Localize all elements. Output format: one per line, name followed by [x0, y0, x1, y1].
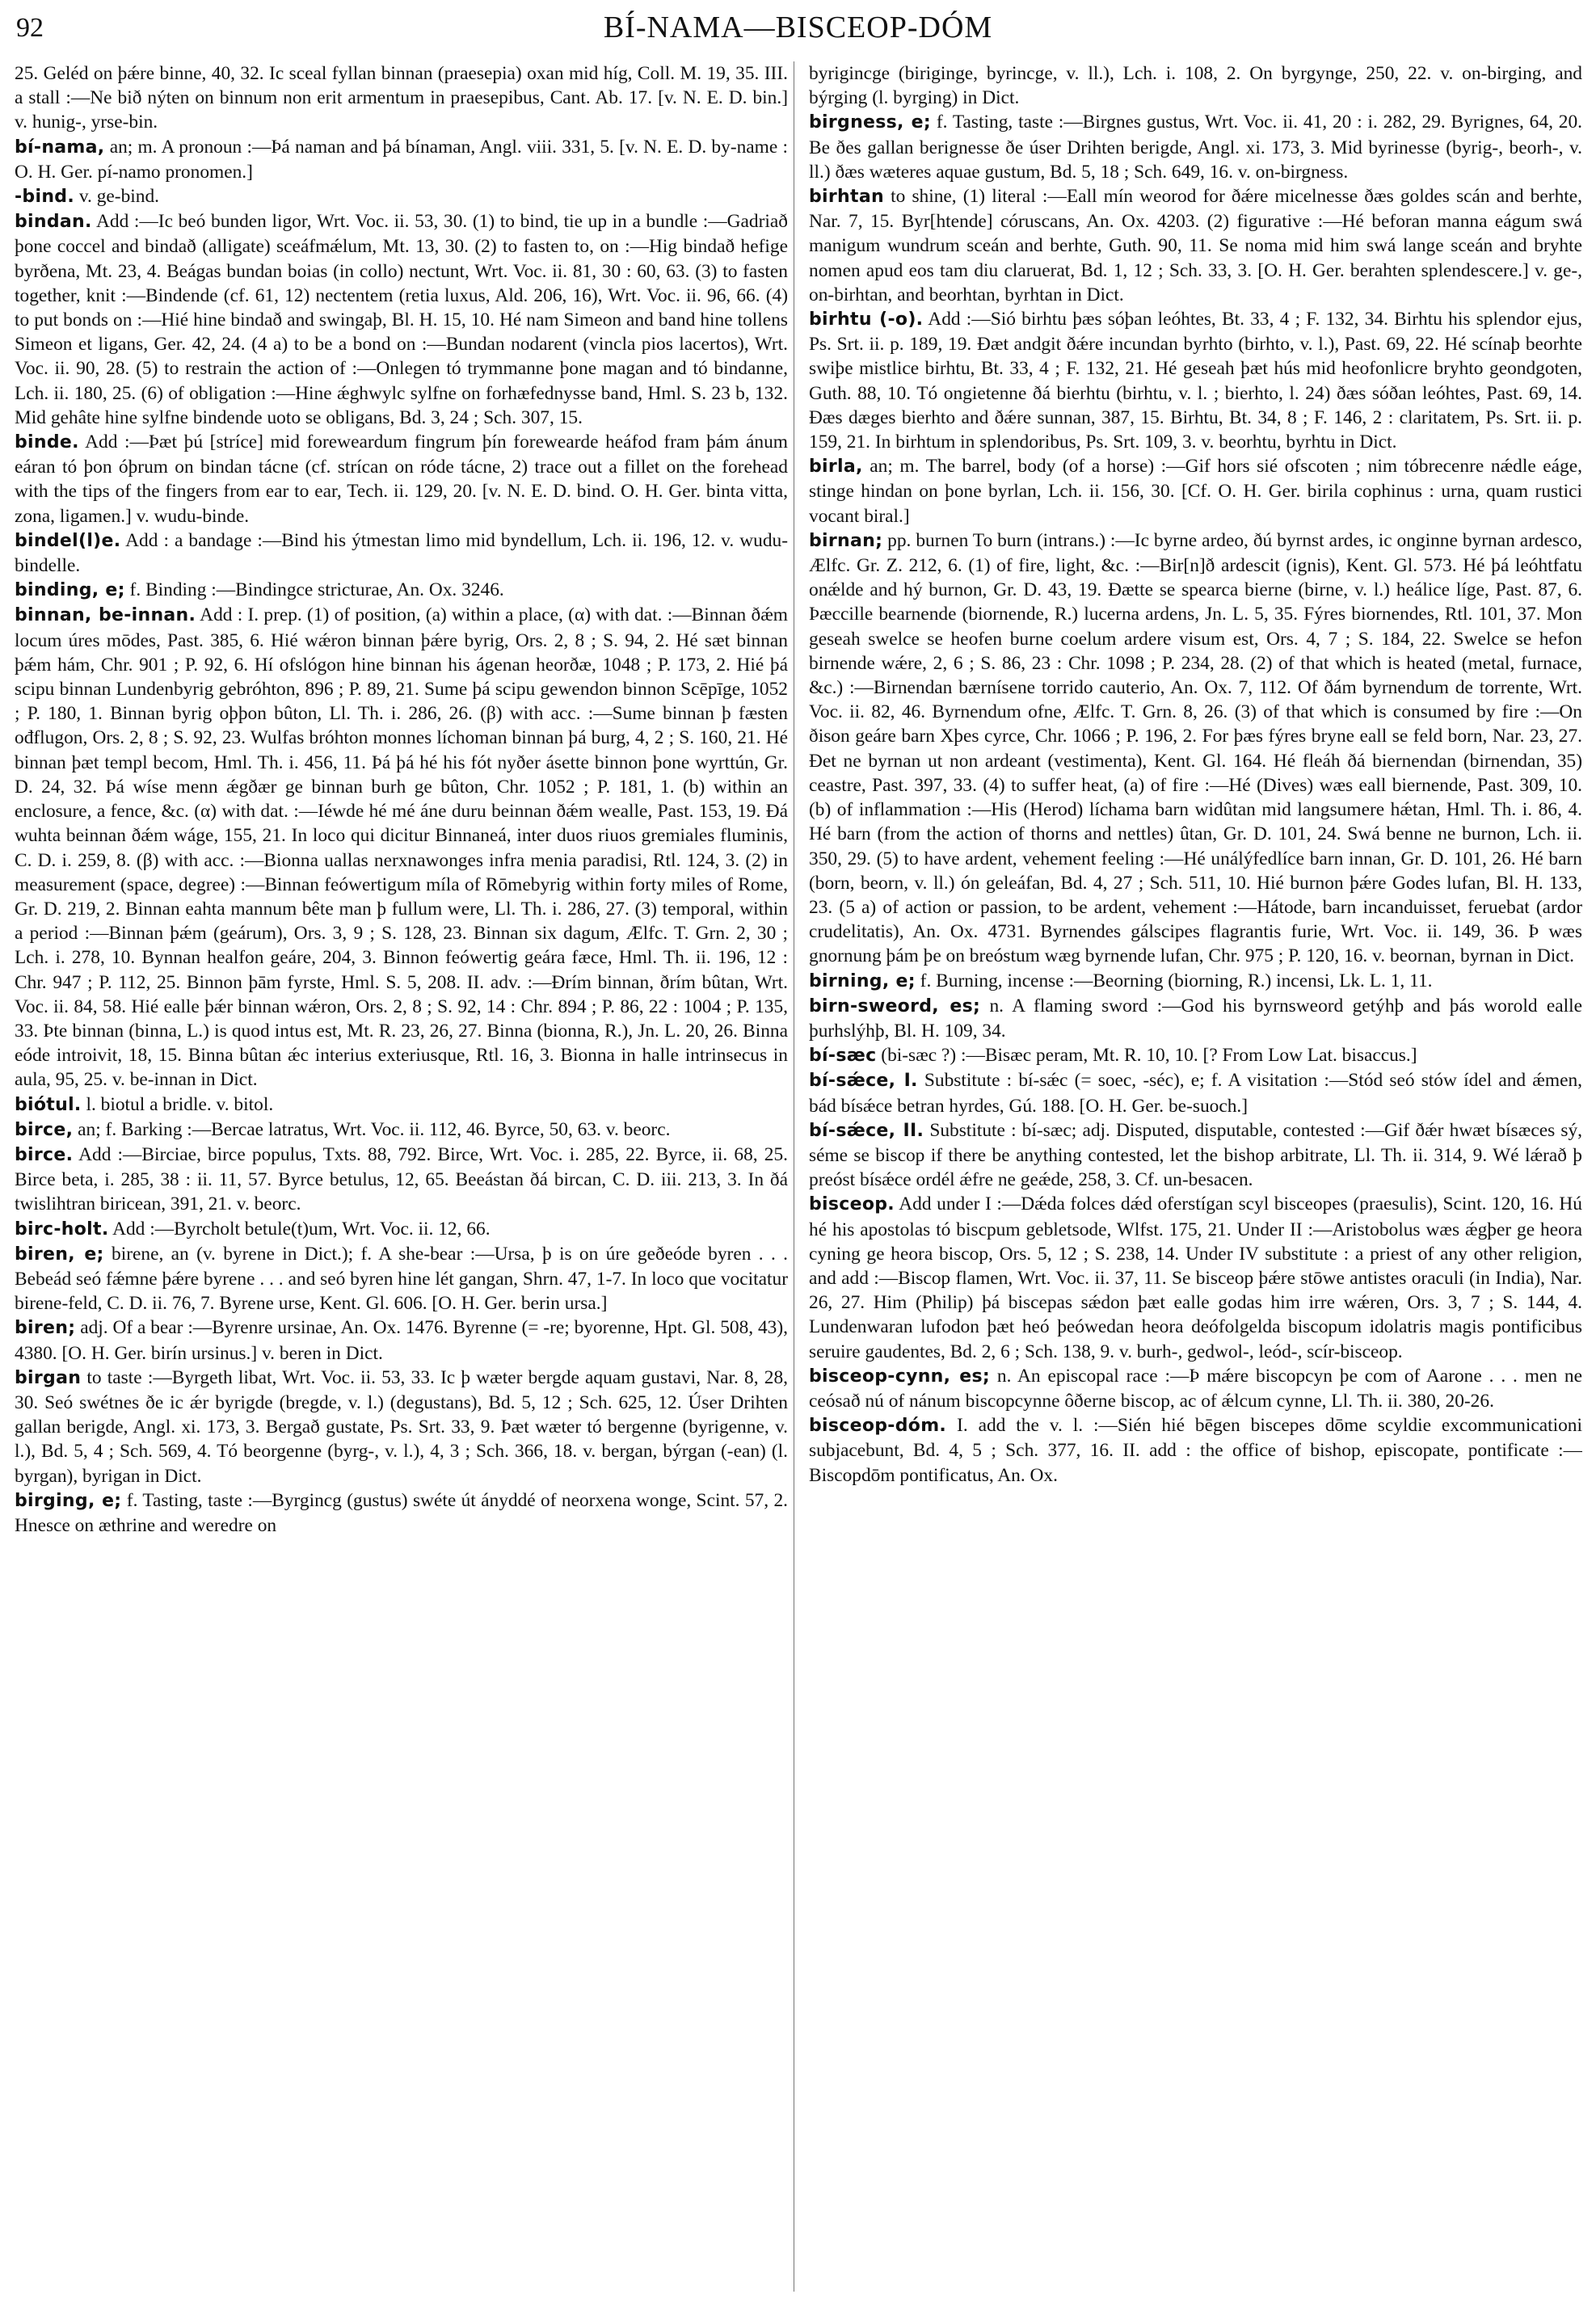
- entry-headword: biótul.: [15, 1094, 82, 1115]
- entry-text: Add under I :—Dǽda folces dǽd oferstígan scyl bisceopes (praesulis), Scint. 120, 16. Hú hé his apostolas tó biscpum gebletsode, Wlfst. 175, 21. Under II :—Aristobolus wæs ǽgþer ge heora cyning ge heora biscop, Ors. 5, 12 ; S. 238, 14. Under IV substitute : a priest of any other religion, and add :—Biscop flamen, Wrt. Voc. ii. 37, 11. Se bisceop þǽre stōwe antistes oraculi (in India), Nar. 26, 27. Him (Philip) þá biscepas sǽdon þæt ealle godas him irre wǽren, Ors. 3, 7 ; S. 144, 4. Lundenwaran lufodon þæt heó þeówedan heora deófolgelda biscopum idolatris magis pontificibus seruire gaudentes, Bd. 2, 6 ; Sch. 138, 9. v. burh-, gedwol-, leód-, scír-bisceop.: [809, 1193, 1582, 1362]
- entry-headword: birhtan: [809, 187, 884, 208]
- dictionary-entry: [809, 528, 1582, 969]
- page-header: [0, 0, 1596, 57]
- dictionary-entry: [15, 1242, 788, 1316]
- entry-headword: bisceop.: [809, 1194, 895, 1215]
- entry-text: n. An episcopal race :—Þ mǽre biscopcyn þe com of Aarone . . . men ne ceósað nú of nánum biscopcynne ôðerne biscop, ac of ǽlcum cynne, Ll. Th. ii. 380, 20-26.: [809, 1365, 1582, 1412]
- dictionary-entry: [809, 969, 1582, 994]
- dictionary-entry: [809, 1192, 1582, 1363]
- entry-headword: birc-holt.: [15, 1219, 109, 1240]
- dictionary-entry: [809, 184, 1582, 307]
- entry-headword: bí-sǽce, II.: [809, 1120, 924, 1141]
- entry-text: Add :—Byrcholt betule(t)um, Wrt. Voc. ii. 12, 66.: [112, 1218, 491, 1240]
- left-column: [15, 61, 788, 2300]
- entry-text: Add :—Birciae, birce populus, Txts. 88, 792. Birce, Wrt. Voc. i. 285, 22. Byrce, ii. 68, 25. Birce beta, i. 285, 38 : ii. 11, 57. Byrce betulus, 12, 65. Beeástan ðá bircan, C. D. iii. 213, 3. In ðá twislihtran biricean, 391, 21. v. beorc.: [15, 1143, 788, 1215]
- dictionary-entry: [15, 1217, 788, 1242]
- dictionary-entry: [15, 578, 788, 603]
- dictionary-entry: [809, 994, 1582, 1043]
- dictionary-entry: [809, 1043, 1582, 1068]
- entry-headword: birla,: [809, 457, 863, 478]
- entry-text: v. ge-bind.: [78, 186, 160, 208]
- entry-headword: bí-nama,: [15, 137, 105, 158]
- entry-text: birene, an (v. byrene in Dict.); f. A she-bear :—Ursa, þ is on úre geðeóde byren . . . Bebeád seó fǽmne þǽre byrene . . . and seó byren hine lét gangan, Shrn. 47, 1-7. In loco que vocitatur birene-feld, C. D. ii. 76, 7. Byrene urse, Kent. Gl. 606. [O. H. Ger. berin ursa.]: [15, 1243, 788, 1315]
- entry-text: an; m. The barrel, body (of a horse) :—Gif hors sié ofscoten ; nim tóbrecenre nǽdle eáge, stinge hindan on þone byrlan, Lch. ii. 156, 30. [Cf. O. H. Ger. birila cophinus : urna, quam rustici vocant biral.]: [809, 456, 1582, 527]
- entry-headword: birning, e;: [809, 970, 916, 991]
- dictionary-entry: [15, 61, 788, 135]
- dictionary-entry: [15, 1092, 788, 1118]
- dictionary-entry: [809, 1068, 1582, 1118]
- entry-headword: birnan;: [809, 530, 883, 551]
- entry-text: l. biotul a bridle. v. bitol.: [86, 1093, 274, 1115]
- entry-headword: bindan.: [15, 212, 92, 233]
- entry-headword: birn-sweord, es;: [809, 996, 981, 1017]
- dictionary-entry: [15, 603, 788, 1092]
- entry-text: f. Tasting, taste :—Birgnes gustus, Wrt. Voc. ii. 41, 20 : i. 282, 29. Byrignes, 64, 20. Be ðes gallan berignesse ðe úser Drihten berigde, Angl. xi. 173, 3. Mid byrinesse (byrig-, beorh-, v. ll.) ðæs wæteres aquae gustum, Bd. 5, 18 ; Sch. 649, 16. v. on-birgness.: [809, 112, 1582, 183]
- page-number: 92: [16, 13, 44, 43]
- entry-text: Substitute : bí-sæc; adj. Disputed, disputable, contested :—Gif ðǽr hwæt bísæces sý, séme se biscop if there be anything contested, let the bishop arbitrate, Ll. Th. ii. 314, 9. Wé lǽrað þ preóst bísǽce ordél ǽfre ne geǽde, 258, 3. Cf. un-besacen.: [809, 1119, 1582, 1191]
- entry-text: an; m. A pronoun :—Þá naman and þá bínaman, Angl. viii. 331, 5. [v. N. E. D. by-name : O. H. Ger. pí-namo pronomen.]: [15, 136, 788, 183]
- right-column: [809, 61, 1582, 2300]
- dictionary-entry: [15, 135, 788, 184]
- entry-text: f. Burning, incense :—Beorning (biorning, R.) incensi, Lk. L. 1, 11.: [920, 970, 1433, 991]
- entry-text: n. A flaming sword :—God his byrnsweord getýhþ and þás worold ealle þurhslýhþ, Bl. H. 109, 34.: [809, 995, 1582, 1042]
- entry-text: Add :—Sió birhtu þæs sóþan leóhtes, Bt. 33, 4 ; F. 132, 34. Birhtu his splendor ejus, Ps. Srt. ii. p. 189, 19. Ðæt andgit ðǽre incundan byrhto (birhto, v. l.), Past. 69, 22. Hé scínaþ beorhte swiþe mistlice birhtu, Bt. 33, 4 ; F. 132, 21. Hé geseah þæt hús mid heofonlicre bryhto geondgoten, Guth. 88, 10. Tó ongietenne ðá bierhtu (birhtu, v. l. ; bierhto, l. 24) ðæs sóðan leóhtes, Past. 69, 14. Ðæs dæges bierhto and ðǽre sunnan, 387, 15. Birhtu, Bt. 34, 8 ; F. 146, 2 : claritatem, Ps. Srt. ii. p. 159, 21. In birhtum in splendoribus, Ps. Srt. 109, 3. v. beorhtu, byrhtu in Dict.: [809, 309, 1582, 453]
- dictionary-entry: [809, 1364, 1582, 1413]
- entry-text: to taste :—Byrgeth libat, Wrt. Voc. ii. 53, 33. Ic þ wæter bergde aquam gustavi, Nar. 8, 28, 30. Seó swétnes ðe ic ǽr byrigde (bregde, v. l.) (degustans), Bd. 5, 12 ; Sch. 625, 12. Úser Drihten gallan berigde, Angl. xi. 173, 3. Bergað gustate, Ps. Srt. 33, 9. Þæt wæter tó bergenne (byrigenne, v. l.), Bd. 5, 4 ; Sch. 569, 4. Tó beorgenne (byrg-, v. l.), 4, 3 ; Sch. 366, 18. v. bergan, býrgan (-ean) (l. byrgan), byrigan in Dict.: [15, 1366, 788, 1487]
- dictionary-entry: [809, 61, 1582, 110]
- dictionary-entry: [809, 110, 1582, 184]
- dictionary-entry: [15, 1143, 788, 1217]
- entry-headword: birhtu (-o).: [809, 309, 924, 330]
- entry-headword: birging, e;: [15, 1490, 122, 1511]
- entry-text: f. Tasting, taste :—Byrgincg (gustus) swéte út ányddé of neorxena wonge, Scint. 57, 2. Hnesce on æthrine and weredre on: [15, 1489, 788, 1536]
- dictionary-entry: [15, 184, 788, 209]
- entry-text: Substitute : bí-sǽc (= soec, -séc), e; f. A visitation :—Stód seó stów ídel and ǽmen, bád bísǽce betran hyrdes, Gú. 188. [O. H. Ger. be-suoch.]: [809, 1070, 1582, 1117]
- entry-headword: birce.: [15, 1144, 74, 1165]
- entry-text: Add : I. prep. (1) of position, (a) within a place, (α) with dat. :—Binnan ðǽm locum úres mōdes, Past. 385, 6. Hié wǽron binnan þǽre byrig, Ors. 2, 8 ; S. 94, 2. Hé sæt binnan þǽm hám, Chr. 901 ; P. 92, 6. Hí ofslógon hine binnan his ágenan heorðæ, 1048 ; P. 173, 2. Hié þá scipu binnan Lundenbyrig gebróhton, 896 ; P. 89, 21. Sume þá scipu gewendon binnon Scēpīge, 1052 ; P. 180, 1. Binnan byrig oþþon bûton, Ll. Th. i. 286, 26. (β) with acc. :—Sume binnan þ fæsten ođflugon, Ors. 2, 8 ; S. 92, 23. Wulfas bróhton monnes líchoman binnan þá burg, 4, 2 ; S. 160, 21. Hé binnan þæt templ becom, Hml. Th. i. 456, 11. Þá þá hé his fót nyðer ásette binnon þone wyrttún, Gr. D. 24, 32. Þá wíse menn ǽgðær ge binnan burh ge bûton, Chr. 1052 ; P. 181, 1. (b) within an enclosure, a fence, &c. (α) with dat. :—Iéwde hé mé áne duru beinnan ðǽm wealle, Past. 153, 19. Ðá wuhta beinnan ðǽm wáge, 155, 21. In loco qui dicitur Binnaneá, inter duos riuos gremiales fluminis, C. D. i. 259, 8. (β) with acc. :—Bionna uallas nerxnawonges infra menia paradisi, Rtl. 124, 3. (2) in measurement (space, degree) :—Binnan feówertigum míla of Rōmebyrig within forty miles of Rome, Gr. D. 219, 2. Binnan eahta mannum bête man þ fullum were, Ll. Th. i. 286, 27. (3) temporal, within a period :—Binnan þǽm (geárum), Ors. 3, 9 ; S. 128, 23. Binnan six dagum, Ælfc. T. Grn. 2, 30 ; Lch. i. 278, 10. Bynnan healfon geáre, 204, 3. Binnon feówertig geára fæce, Hml. Th. ii. 196, 12 : Chr. 947 ; P. 112, 25. Binnon þām fyrste, Hml. S. 5, 208. II. adv. :—Ðrím binnan, ðrím bûtan, Wrt. Voc. ii. 84, 58. Hié ealle þǽr binnan wǽron, Ors. 2, 8 ; S. 92, 14 : Chr. 894 ; P. 86, 22 : 1004 ; P. 135, 33. Þte binnan (binna, L.) is quod intus est, Mt. R. 23, 26, 27. Binna (bionna, R.), Jn. L. 20, 26. Binna eóde introivit, 18, 15. Binna bûtan ǽc interius exteriusque, Rtl. 16, 3. Bionna in halle intrinsecus in aula, 95, 25. v. be-innan in Dict.: [15, 604, 788, 1091]
- entry-text: to shine, (1) literal :—Eall mín weorod for ðǽre micelnesse ðæs goldes scán and berhte, Nar. 7, 15. Byr[htende] córuscans, An. Ox. 4203. (2) figurative :—Hé beforan manna eágum swá manigum wundrum sceán and berhte, Guth. 90, 11. Se noma mid him swá lange sceán and bryhte nomen apud eos tam diu claruerat, Bd. 1, 12 ; Sch. 33, 3. [O. H. Ger. berahten splendescere.] v. ge-, on-birhtan, and beorhtan, byrhtan in Dict.: [809, 186, 1582, 305]
- entry-text: I. add the v. l. :—Sién hié bēgen biscepes dōme scyldie excommunicationi subjacebunt, Bd. 4, 5 ; Sch. 377, 16. II. add : the office of bishop, episcopate, pontificate :—Biscopdōm pontificatus, An. Ox.: [809, 1415, 1582, 1486]
- dictionary-entry: [15, 209, 788, 430]
- dictionary-entry: [15, 1118, 788, 1143]
- dictionary-entry: [809, 1118, 1582, 1193]
- dictionary-entry: [15, 1315, 788, 1365]
- entry-headword: biren, e;: [15, 1244, 104, 1265]
- dictionary-entry: [15, 1366, 788, 1488]
- entry-headword: binnan, be-innan.: [15, 605, 196, 626]
- dictionary-entry: [809, 307, 1582, 454]
- entry-headword: binding, e;: [15, 580, 125, 601]
- entry-text: pp. burnen To burn (intrans.) :—Ic byrne ardeo, ðú byrnst ardes, ic onginne byrnan ardesco, Ælfc. Gr. Z. 212, 6. (1) of fire, light, &c. :—Bir[n]ð ardescit (ignis), Kent. Gl. 573. Hé þá leóhtfatu onǽlde and hý burnon, Gr. D. 43, 19. Ðætte se spearca bierne (birne, v. l.) heálice líge, Past. 87, 6. Þæccille bearnende (biornende, R.) lucerna ardens, Jn. L. 5, 35. Fýres biornendes, Rtl. 101, 37. Mon geseah swelce se heofen burne coelum ardere visum est, Ors. 4, 7 ; S. 184, 22. Swelce se hefon birnende wǽre, 2, 6 ; S. 86, 23 : Chr. 1098 ; P. 234, 28. (2) of that which is heated (metal, furnace, &c.) :—Birnendan bærnísene torrido cauterio, An. Ox. 7, 112. Of ðám byrnendum de torrente, Wrt. Voc. ii. 82, 46. Byrnendum ofne, Ælfc. T. Grn. 8, 26. (3) of that which is consumed by fire :—On ðison geáre barn Xþes cyrce, Chr. 1066 ; P. 196, 2. For þæs fýres bryne eall se feld born, Nar. 23, 27. Ðet ne byrnan ut non ardeant (vestimenta), Kent. Gl. 164. Hé fleáh ðá biernendan (birnendan, 35) ceastre, Past. 397, 33. (4) to suffer heat, (a) of fire :—Hé (Dives) wæs eall biernende, Past. 309, 10. (b) of inflammation :—His (Herod) líchama barn widûtan mid langsumere hǽtan, Hml. Th. i. 86, 4. Hé barn (from the action of thorns and nettles) ûtan, Gr. D. 101, 24. Swá benne ne burnon, Lch. ii. 350, 29. (5) to have ardent, vehement feeling :—Hé unálýfedlíce barn innan, Gr. D. 101, 26. Hé barn (born, beorn, v. ll.) ón geleáfan, Bd. 4, 27 ; Sch. 511, 10. Hié burnon þǽre Godes lufan, Bl. H. 133, 23. (5 a) of action or passion, to be ardent, vehement :—Hátode, barn incanduisset, feruebat (ardor crudelitatis), An. Ox. 4731. Byrnendes gálscipes flagrantis furie, Wrt. Voc. ii. 149, 36. Þ wæs gnornung þám þe on breóstum wæg byrnende lufan, Chr. 975 ; P. 120, 16. v. beornan, byrnan in Dict.: [809, 529, 1582, 967]
- dictionary-entry: [15, 1488, 788, 1538]
- entry-headword: -bind.: [15, 187, 74, 208]
- entry-headword: binde.: [15, 432, 79, 453]
- running-head: BÍ-NAMA—BISCEOP-DÓM: [603, 11, 993, 44]
- entry-headword: bisceop-cynn, es;: [809, 1366, 990, 1387]
- entry-text: Add :—Ic beó bunden ligor, Wrt. Voc. ii. 53, 30. (1) to bind, tie up in a bundle :—Gadriað þone coccel and bindað (alligate) sceáfmǽlum, Mt. 13, 30. (2) to fasten to, on :—Hig bindað hefige byrðena, Mt. 23, 4. Beágas bundan boias (in collo) nectunt, Wrt. Voc. ii. 81, 30 : 60, 63. (3) to fasten together, knit :—Bindende (cf. 61, 12) nectentem (retia luxus, Ald. 206, 16), Wrt. Voc. ii. 96, 66. (4) to put bonds on :—Hié hine bindað and swingaþ, Bl. H. 15, 10. Hé nam Simeon and band hine tollens Simeon et ligans, Ger. 42, 24. (4 a) to be a bond on :—Bundan nodarent (vincla pios lacertos), Wrt. Voc. ii. 90, 28. (5) to restrain the action of :—Onlegen tó trymmanne þone magan and tó bindanne, Lch. ii. 180, 25. (6) of obligation :—Hine ǽghwylc sylfne on forhæfednysse band, Hml. S. 23 b, 132. Mid gehâte hine sylfne bindende uoto se obligans, Bd. 3, 24 ; Sch. 307, 15.: [15, 211, 788, 428]
- entry-text: an; f. Barking :—Bercae latratus, Wrt. Voc. ii. 112, 46. Byrce, 50, 63. v. beorc.: [78, 1118, 671, 1140]
- dictionary-entry: [15, 528, 788, 578]
- entry-text: f. Binding :—Bindingce stricturae, An. Ox. 3246.: [129, 579, 504, 601]
- entry-text: Add :—Þæt þú [stríce] mid foreweardum fingrum þín forewearde heáfod fram þám ánum eáran tó þon óþrum on bindan tácne (cf. strícan on róde tácne, 2) trace out a fillet on the forehead with the tips of the fingers from ear to ear, Tech. ii. 129, 20. [v. N. E. D. bind. O. H. Ger. binta vitta, zona, ligamen.] v. wudu-binde.: [15, 431, 788, 527]
- entry-headword: birce,: [15, 1119, 74, 1140]
- dictionary-entry: [15, 430, 788, 528]
- entry-text: 25. Geléd on þǽre binne, 40, 32. Ic sceal fyllan binnan (praesepia) oxan mid híg, Coll. M. 19, 35. III. a stall :—Ne bið nýten on binnum non erit armentum in praesepibus, Cant. Ab. 17. [v. N. E. D. bin.] v. hunig-, yrse-bin.: [15, 63, 788, 133]
- entry-headword: bí-sæc: [809, 1046, 877, 1067]
- entry-headword: bindel(l)e.: [15, 530, 121, 551]
- entry-headword: bisceop-dóm.: [809, 1416, 947, 1437]
- entry-text: Add : a bandage :—Bind his ýtmestan limo mid byndellum, Lch. ii. 196, 12. v. wudu-bindelle.: [15, 529, 788, 577]
- entry-headword: bí-sǽce, I.: [809, 1071, 918, 1092]
- entry-text: (bi-sæc ?) :—Bisæc peram, Mt. R. 10, 10. [? From Low Lat. bisaccus.]: [881, 1045, 1417, 1067]
- entry-text: adj. Of a bear :—Byrenre ursinae, An. Ox. 1476. Byrenne (= -re; byorenne, Hpt. Gl. 508, 43), 4380. [O. H. Ger. birín ursinus.] v. beren in Dict.: [15, 1317, 788, 1364]
- dictionary-entry: [809, 454, 1582, 528]
- entry-headword: birgan: [15, 1367, 82, 1388]
- entry-headword: birgness, e;: [809, 112, 931, 133]
- entry-headword: biren;: [15, 1318, 76, 1339]
- entry-text: byrigincge (biriginge, byrincge, v. ll.), Lch. i. 108, 2. On byrgynge, 250, 22. v. on-birging, and býrging (l. byrging) in Dict.: [809, 63, 1582, 109]
- dictionary-columns: [15, 61, 1582, 2300]
- dictionary-entry: [809, 1413, 1582, 1488]
